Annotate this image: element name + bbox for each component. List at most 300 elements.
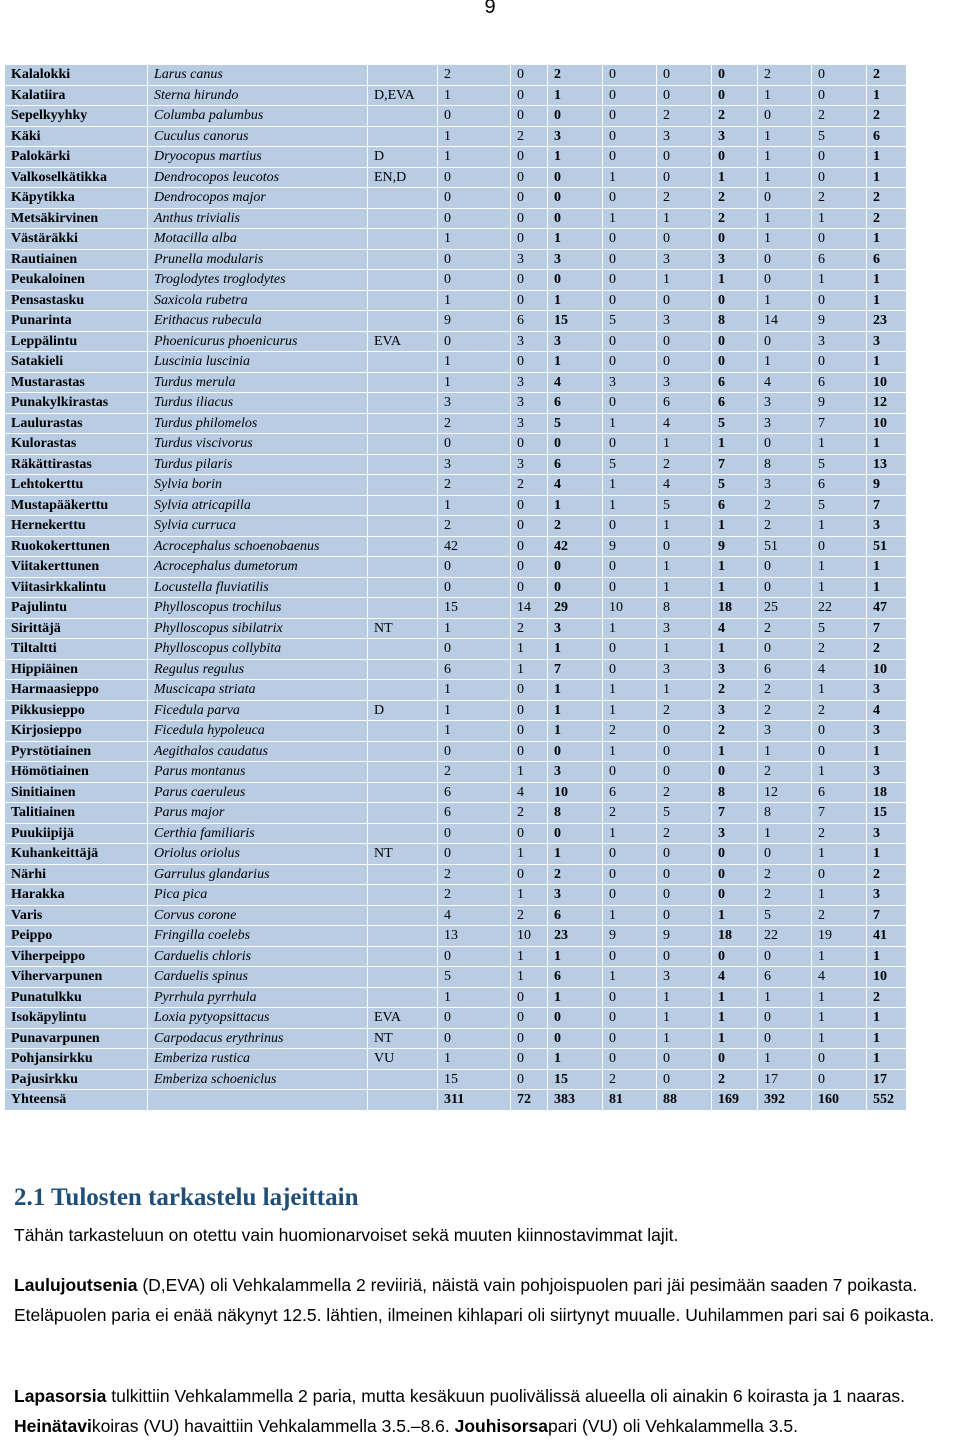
cell-value: 1	[758, 352, 812, 373]
cell-scientific-name: Regulus regulus	[148, 659, 368, 680]
cell-value: 5	[657, 495, 712, 516]
cell-value: 6	[758, 659, 812, 680]
cell-value: 1	[603, 167, 657, 188]
cell-scientific-name: Phylloscopus sibilatrix	[148, 618, 368, 639]
cell-status	[368, 741, 438, 762]
cell-status	[368, 270, 438, 291]
cell-value: 0	[758, 270, 812, 291]
cell-value: 383	[548, 1090, 603, 1111]
cell-value: 1	[438, 987, 511, 1008]
cell-finnish-name: Valkoselkätikka	[5, 167, 148, 188]
cell-scientific-name: Emberiza schoeniclus	[148, 1069, 368, 1090]
cell-status	[368, 598, 438, 619]
cell-value: 2	[438, 885, 511, 906]
cell-value: 0	[812, 721, 867, 742]
cell-value: 2	[712, 680, 758, 701]
cell-value: 0	[712, 85, 758, 106]
paragraph-text: pari (VU) oli Vehkalammella 3.5.	[548, 1416, 798, 1436]
cell-scientific-name: Turdus philomelos	[148, 413, 368, 434]
cell-value: 0	[548, 434, 603, 455]
cell-value: 3	[867, 762, 907, 783]
cell-value: 0	[438, 1008, 511, 1029]
cell-value: 4	[758, 372, 812, 393]
cell-value: 4	[511, 782, 548, 803]
cell-value: 0	[758, 106, 812, 127]
cell-status	[368, 946, 438, 967]
cell-value: 3	[867, 680, 907, 701]
cell-value: 0	[657, 352, 712, 373]
cell-value: 0	[812, 741, 867, 762]
cell-value: 1	[438, 229, 511, 250]
cell-value: 25	[758, 598, 812, 619]
cell-status	[368, 1090, 438, 1111]
cell-value: 0	[758, 639, 812, 660]
cell-value: 81	[603, 1090, 657, 1111]
cell-value: 3	[758, 413, 812, 434]
cell-value: 1	[758, 167, 812, 188]
cell-value: 8	[712, 311, 758, 332]
cell-value: 2	[511, 475, 548, 496]
cell-value: 13	[438, 926, 511, 947]
cell-value: 9	[712, 536, 758, 557]
cell-status	[368, 536, 438, 557]
species-name-bold: Lapasorsia	[14, 1386, 107, 1406]
cell-value: 0	[712, 864, 758, 885]
cell-value: 3	[603, 372, 657, 393]
cell-value: 22	[758, 926, 812, 947]
table-row	[5, 598, 907, 619]
cell-scientific-name: Aegithalos caudatus	[148, 741, 368, 762]
cell-value: 2	[758, 516, 812, 537]
cell-value: 1	[867, 352, 907, 373]
cell-value: 0	[603, 352, 657, 373]
cell-value: 0	[603, 65, 657, 86]
cell-status	[368, 372, 438, 393]
cell-scientific-name	[148, 1090, 368, 1111]
cell-value: 1	[812, 516, 867, 537]
cell-value: 4	[438, 905, 511, 926]
table-row	[5, 331, 907, 352]
cell-value: 6	[603, 782, 657, 803]
cell-status: NT	[368, 1028, 438, 1049]
table-row	[5, 577, 907, 598]
cell-value: 3	[812, 331, 867, 352]
cell-scientific-name: Acrocephalus schoenobaenus	[148, 536, 368, 557]
cell-value: 1	[812, 987, 867, 1008]
cell-value: 0	[438, 577, 511, 598]
cell-value: 4	[712, 967, 758, 988]
cell-scientific-name: Emberiza rustica	[148, 1049, 368, 1070]
cell-value: 1	[712, 1008, 758, 1029]
cell-value: 0	[603, 270, 657, 291]
cell-status	[368, 249, 438, 270]
cell-value: 0	[657, 864, 712, 885]
cell-value: 0	[511, 536, 548, 557]
cell-value: 0	[603, 1049, 657, 1070]
cell-scientific-name: Parus caeruleus	[148, 782, 368, 803]
cell-value: 1	[712, 1028, 758, 1049]
cell-value: 1	[867, 1049, 907, 1070]
cell-value: 1	[438, 721, 511, 742]
cell-value: 1	[548, 844, 603, 865]
cell-value: 0	[657, 147, 712, 168]
cell-value: 1	[758, 823, 812, 844]
cell-value: 0	[758, 249, 812, 270]
cell-value: 1	[548, 495, 603, 516]
cell-value: 0	[438, 823, 511, 844]
cell-value: 1	[511, 762, 548, 783]
cell-value: 1	[548, 987, 603, 1008]
cell-value: 0	[712, 762, 758, 783]
cell-value: 0	[603, 557, 657, 578]
cell-value: 0	[438, 331, 511, 352]
cell-value: 2	[712, 188, 758, 209]
cell-value: 4	[548, 372, 603, 393]
cell-value: 1	[603, 905, 657, 926]
cell-value: 1	[657, 680, 712, 701]
cell-finnish-name: Metsäkirvinen	[5, 208, 148, 229]
cell-value: 1	[603, 413, 657, 434]
cell-value: 4	[867, 700, 907, 721]
cell-finnish-name: Sirittäjä	[5, 618, 148, 639]
cell-value: 0	[438, 434, 511, 455]
cell-finnish-name: Vihervarpunen	[5, 967, 148, 988]
cell-value: 1	[603, 967, 657, 988]
cell-value: 1	[712, 905, 758, 926]
table-row	[5, 741, 907, 762]
paragraph-text: koiras (VU) havaittiin Vehkalammella 3.5.–8.6.	[91, 1416, 455, 1436]
cell-value: 0	[657, 762, 712, 783]
cell-value: 2	[812, 823, 867, 844]
cell-value: 3	[867, 331, 907, 352]
species-name-bold: Laulujoutsenia	[14, 1275, 138, 1295]
cell-value: 1	[867, 147, 907, 168]
cell-value: 7	[548, 659, 603, 680]
cell-finnish-name: Viitakerttunen	[5, 557, 148, 578]
cell-value: 0	[712, 352, 758, 373]
cell-value: 2	[758, 495, 812, 516]
cell-value: 1	[812, 577, 867, 598]
cell-value: 1	[812, 946, 867, 967]
cell-value: 0	[758, 1028, 812, 1049]
cell-finnish-name: Hernekerttu	[5, 516, 148, 537]
cell-scientific-name: Phylloscopus collybita	[148, 639, 368, 660]
cell-value: 3	[511, 372, 548, 393]
cell-value: 6	[548, 967, 603, 988]
cell-value: 0	[758, 946, 812, 967]
cell-value: 0	[548, 577, 603, 598]
cell-value: 2	[603, 1069, 657, 1090]
cell-value: 0	[511, 495, 548, 516]
cell-value: 0	[603, 659, 657, 680]
cell-value: 1	[548, 147, 603, 168]
cell-status	[368, 577, 438, 598]
cell-status	[368, 967, 438, 988]
cell-value: 3	[712, 700, 758, 721]
cell-value: 1	[867, 741, 907, 762]
cell-value: 0	[657, 85, 712, 106]
cell-value: 0	[603, 106, 657, 127]
cell-value: 0	[548, 167, 603, 188]
cell-value: 0	[603, 393, 657, 414]
cell-status: D	[368, 700, 438, 721]
cell-value: 2	[657, 700, 712, 721]
table-row	[5, 106, 907, 127]
cell-finnish-name: Pikkusieppo	[5, 700, 148, 721]
cell-value: 5	[712, 475, 758, 496]
cell-value: 1	[758, 147, 812, 168]
cell-status: D	[368, 147, 438, 168]
cell-value: 3	[712, 823, 758, 844]
cell-finnish-name: Tiltaltti	[5, 639, 148, 660]
cell-value: 1	[812, 885, 867, 906]
table-row	[5, 454, 907, 475]
cell-value: 1	[712, 434, 758, 455]
cell-value: 1	[657, 1028, 712, 1049]
table-row	[5, 434, 907, 455]
table-row	[5, 1008, 907, 1029]
cell-value: 3	[758, 393, 812, 414]
cell-value: 1	[438, 1049, 511, 1070]
cell-finnish-name: Talitiainen	[5, 803, 148, 824]
cell-scientific-name: Sylvia curruca	[148, 516, 368, 537]
cell-finnish-name: Peukaloinen	[5, 270, 148, 291]
cell-value: 2	[867, 639, 907, 660]
cell-value: 0	[603, 290, 657, 311]
intro-paragraph: Tähän tarkasteluun on otettu vain huomionarvoiset sekä muuten kiinnostavimmat lajit.	[14, 1225, 679, 1245]
table-row	[5, 147, 907, 168]
section-heading: 2.1 Tulosten tarkastelu lajeittain	[14, 1184, 359, 1211]
cell-value: 2	[438, 864, 511, 885]
paragraph-text: (D,EVA) oli Vehkalammella 2 reviiriä, näistä vain pohjoispuolen pari jäi pesimään saaden 7 poikasta. Eteläpuolen paria ei enää näkynyt 12.5. lähtien, ilmeinen kihlapari oli siirtynyt muualle. Uuhilammen pari sai 6 poikasta.	[14, 1275, 935, 1325]
cell-status	[368, 823, 438, 844]
cell-value: 2	[438, 475, 511, 496]
cell-status	[368, 413, 438, 434]
cell-value: 6	[438, 782, 511, 803]
cell-status: NT	[368, 618, 438, 639]
cell-value: 1	[511, 885, 548, 906]
cell-status	[368, 188, 438, 209]
cell-value: 1	[712, 270, 758, 291]
cell-value: 0	[511, 188, 548, 209]
cell-value: 1	[548, 290, 603, 311]
cell-value: 0	[603, 188, 657, 209]
cell-status	[368, 126, 438, 147]
cell-status	[368, 680, 438, 701]
cell-value: 1	[438, 618, 511, 639]
cell-value: 0	[758, 434, 812, 455]
cell-value: 1	[548, 639, 603, 660]
table-row	[5, 864, 907, 885]
cell-value: 42	[438, 536, 511, 557]
cell-value: 1	[603, 618, 657, 639]
cell-status	[368, 475, 438, 496]
cell-value: 9	[438, 311, 511, 332]
cell-finnish-name: Hömötiainen	[5, 762, 148, 783]
cell-value: 0	[758, 577, 812, 598]
cell-value: 1	[867, 557, 907, 578]
cell-value: 51	[867, 536, 907, 557]
cell-value: 0	[511, 700, 548, 721]
cell-value: 4	[712, 618, 758, 639]
cell-value: 8	[657, 598, 712, 619]
cell-value: 3	[511, 249, 548, 270]
cell-scientific-name: Carduelis spinus	[148, 967, 368, 988]
cell-finnish-name: Sinitiainen	[5, 782, 148, 803]
cell-value: 0	[712, 229, 758, 250]
table-row	[5, 188, 907, 209]
cell-value: 0	[758, 331, 812, 352]
cell-value: 1	[657, 639, 712, 660]
cell-value: 5	[438, 967, 511, 988]
species-name-bold: Heinätavi	[14, 1416, 92, 1436]
cell-value: 12	[867, 393, 907, 414]
cell-value: 3	[548, 249, 603, 270]
cell-value: 1	[511, 639, 548, 660]
cell-finnish-name: Kulorastas	[5, 434, 148, 455]
cell-finnish-name: Rautiainen	[5, 249, 148, 270]
cell-value: 1	[812, 1028, 867, 1049]
page-number: 9	[484, 0, 496, 18]
cell-value: 2	[758, 680, 812, 701]
cell-value: 0	[511, 987, 548, 1008]
cell-value: 12	[758, 782, 812, 803]
table-row	[5, 1069, 907, 1090]
cell-value: 14	[511, 598, 548, 619]
cell-value: 1	[438, 680, 511, 701]
table-row	[5, 372, 907, 393]
cell-value: 5	[812, 618, 867, 639]
cell-value: 0	[603, 762, 657, 783]
cell-value: 6	[867, 249, 907, 270]
cell-value: 41	[867, 926, 907, 947]
cell-value: 18	[867, 782, 907, 803]
cell-value: 1	[867, 290, 907, 311]
cell-value: 0	[603, 639, 657, 660]
cell-value: 5	[812, 495, 867, 516]
cell-value: 9	[867, 475, 907, 496]
cell-status	[368, 516, 438, 537]
cell-value: 0	[511, 823, 548, 844]
cell-value: 0	[511, 864, 548, 885]
cell-value: 6	[812, 475, 867, 496]
table-row	[5, 475, 907, 496]
cell-scientific-name: Ficedula parva	[148, 700, 368, 721]
cell-value: 15	[867, 803, 907, 824]
cell-value: 1	[511, 844, 548, 865]
cell-value: 1	[712, 557, 758, 578]
cell-value: 6	[548, 905, 603, 926]
cell-value: 0	[812, 229, 867, 250]
cell-finnish-name: Kalalokki	[5, 65, 148, 86]
cell-value: 0	[511, 147, 548, 168]
cell-status	[368, 434, 438, 455]
cell-value: 0	[438, 167, 511, 188]
cell-value: 51	[758, 536, 812, 557]
cell-scientific-name: Sylvia borin	[148, 475, 368, 496]
cell-scientific-name: Cuculus canorus	[148, 126, 368, 147]
cell-value: 2	[812, 700, 867, 721]
cell-value: 3	[657, 659, 712, 680]
cell-value: 0	[603, 126, 657, 147]
cell-finnish-name: Peippo	[5, 926, 148, 947]
cell-value: 2	[758, 762, 812, 783]
cell-value: 1	[867, 229, 907, 250]
cell-finnish-name: Pyrstötiainen	[5, 741, 148, 762]
cell-scientific-name: Certhia familiaris	[148, 823, 368, 844]
cell-value: 42	[548, 536, 603, 557]
cell-value: 8	[548, 803, 603, 824]
species-table	[4, 64, 907, 1111]
cell-finnish-name: Mustapääkerttu	[5, 495, 148, 516]
cell-value: 1	[603, 823, 657, 844]
shoveler-paragraph	[14, 1381, 959, 1441]
cell-value: 4	[657, 413, 712, 434]
cell-value: 2	[548, 864, 603, 885]
cell-value: 1	[438, 352, 511, 373]
cell-value: 3	[511, 413, 548, 434]
cell-value: 2	[812, 639, 867, 660]
cell-value: 0	[712, 331, 758, 352]
cell-value: 0	[511, 229, 548, 250]
cell-value: 392	[758, 1090, 812, 1111]
cell-finnish-name: Palokärki	[5, 147, 148, 168]
cell-value: 1	[511, 659, 548, 680]
cell-value: 0	[812, 167, 867, 188]
cell-scientific-name: Columba palumbus	[148, 106, 368, 127]
cell-value: 3	[657, 249, 712, 270]
cell-value: 0	[657, 844, 712, 865]
cell-value: 0	[657, 290, 712, 311]
cell-value: 18	[712, 598, 758, 619]
cell-scientific-name: Luscinia luscinia	[148, 352, 368, 373]
cell-value: 3	[511, 454, 548, 475]
table-row	[5, 639, 907, 660]
cell-status	[368, 905, 438, 926]
cell-finnish-name: Sepelkyyhky	[5, 106, 148, 127]
cell-value: 2	[657, 188, 712, 209]
cell-value: 2	[438, 762, 511, 783]
cell-value: 0	[712, 946, 758, 967]
cell-finnish-name: Kalatiira	[5, 85, 148, 106]
cell-value: 0	[657, 536, 712, 557]
cell-value: 1	[657, 1008, 712, 1029]
cell-value: 1	[438, 700, 511, 721]
cell-value: 0	[657, 1069, 712, 1090]
cell-value: 2	[812, 905, 867, 926]
cell-value: 5	[812, 454, 867, 475]
cell-finnish-name: Pensastasku	[5, 290, 148, 311]
cell-status	[368, 557, 438, 578]
cell-value: 0	[657, 946, 712, 967]
cell-value: 1	[812, 557, 867, 578]
cell-value: 1	[867, 1028, 907, 1049]
table-row	[5, 926, 907, 947]
cell-finnish-name: Kirjosieppo	[5, 721, 148, 742]
cell-value: 15	[438, 1069, 511, 1090]
table-row	[5, 352, 907, 373]
cell-value: 0	[812, 1069, 867, 1090]
cell-value: 311	[438, 1090, 511, 1111]
cell-value: 15	[548, 1069, 603, 1090]
cell-value: 2	[867, 208, 907, 229]
cell-value: 10	[867, 967, 907, 988]
cell-value: 2	[712, 208, 758, 229]
cell-value: 2	[511, 905, 548, 926]
cell-value: 0	[712, 885, 758, 906]
cell-value: 1	[603, 475, 657, 496]
cell-scientific-name: Sylvia atricapilla	[148, 495, 368, 516]
